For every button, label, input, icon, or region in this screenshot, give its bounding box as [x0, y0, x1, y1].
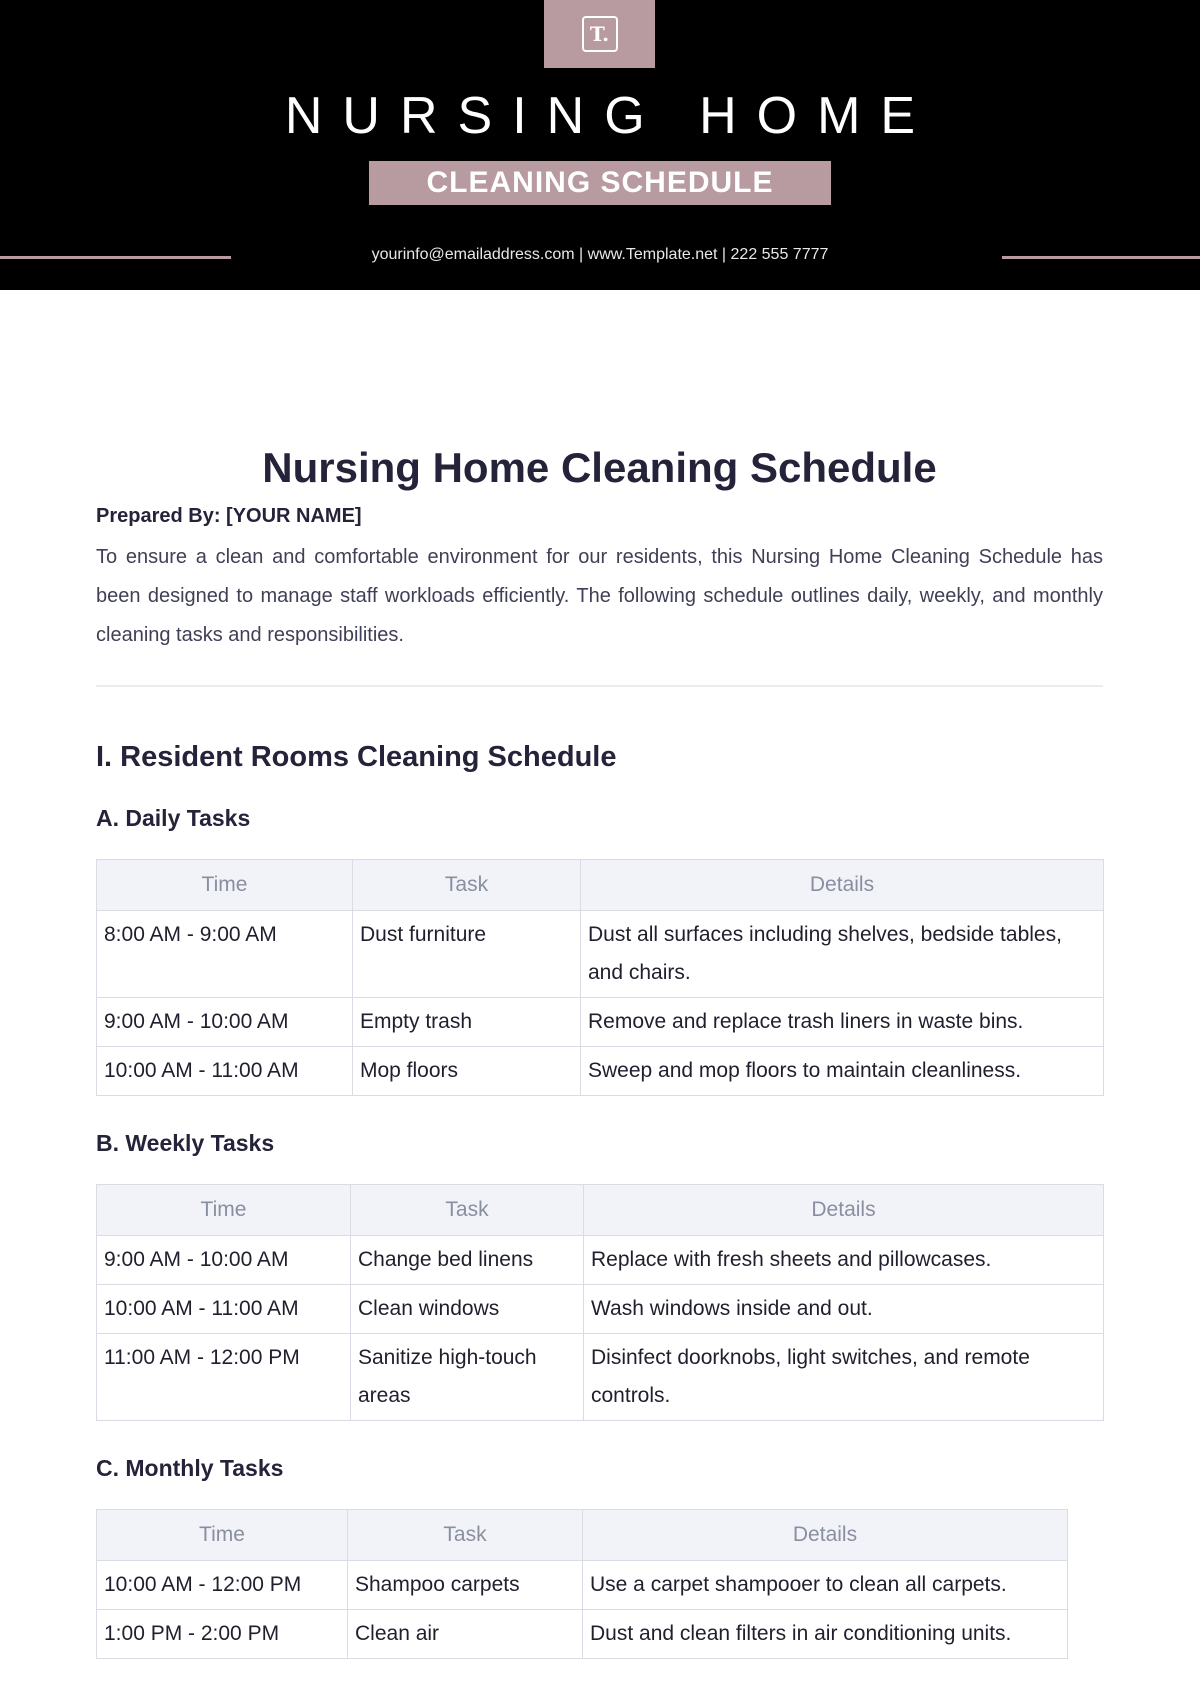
column-header: Details	[581, 860, 1104, 911]
details-cell: Sweep and mop floors to maintain cleanliness.	[581, 1047, 1104, 1096]
brand-name: NURSING HOME	[284, 87, 936, 145]
intro-paragraph: To ensure a clean and comfortable environment for our residents, this Nursing Home Cleaning Schedule has been designed to manage staff workloads efficiently. The following schedule outlines daily, weekly, and monthly cleaning tasks and responsibilities.	[96, 546, 1103, 646]
monthly-tasks-table	[96, 1509, 1068, 1659]
brand-subtitle: CLEANING SCHEDULE	[369, 161, 831, 205]
logo-mark: T.	[582, 16, 618, 52]
contact-info: yourinfo@emailaddress.com | www.Template.net | 222 555 7777	[371, 246, 829, 263]
time-cell: 11:00 AM - 12:00 PM	[97, 1334, 351, 1421]
table-row	[97, 1047, 1104, 1096]
table-row	[97, 1610, 1068, 1659]
table-row	[97, 1561, 1068, 1610]
time-cell: 8:00 AM - 9:00 AM	[97, 911, 353, 998]
time-cell: 10:00 AM - 12:00 PM	[97, 1561, 348, 1610]
section-heading: I. Resident Rooms Cleaning Schedule	[96, 741, 617, 773]
task-cell: Dust furniture	[353, 911, 581, 998]
column-header: Time	[97, 860, 353, 911]
section-divider	[96, 685, 1103, 687]
prepared-by: Prepared By: [YOUR NAME]	[96, 505, 362, 527]
details-cell: Dust and clean filters in air conditioning units.	[583, 1610, 1068, 1659]
daily-tasks-table	[96, 859, 1104, 1096]
time-cell: 10:00 AM - 11:00 AM	[97, 1047, 353, 1096]
document-title: Nursing Home Cleaning Schedule	[262, 444, 937, 491]
weekly-tasks-table	[96, 1184, 1104, 1421]
table-row	[97, 1236, 1104, 1285]
header-banner	[0, 0, 1200, 290]
table-header-row	[97, 860, 1104, 911]
task-cell: Shampoo carpets	[348, 1561, 583, 1610]
details-cell: Disinfect doorknobs, light switches, and remote controls.	[584, 1334, 1104, 1421]
table-header-row	[97, 1510, 1068, 1561]
document-body	[96, 440, 1103, 1659]
details-cell: Dust all surfaces including shelves, bedside tables, and chairs.	[581, 911, 1104, 998]
monthly-tasks-heading: C. Monthly Tasks	[96, 1455, 284, 1481]
table-row	[97, 1285, 1104, 1334]
task-cell: Clean windows	[351, 1285, 584, 1334]
logo	[544, 0, 655, 68]
column-header: Task	[353, 860, 581, 911]
details-cell: Use a carpet shampooer to clean all carpets.	[583, 1561, 1068, 1610]
details-cell: Remove and replace trash liners in waste bins.	[581, 998, 1104, 1047]
column-header: Time	[97, 1510, 348, 1561]
details-cell: Replace with fresh sheets and pillowcases.	[584, 1236, 1104, 1285]
decorative-rule-right	[1002, 256, 1200, 259]
column-header: Task	[348, 1510, 583, 1561]
daily-tasks-heading: A. Daily Tasks	[96, 805, 251, 831]
task-cell: Change bed linens	[351, 1236, 584, 1285]
time-cell: 10:00 AM - 11:00 AM	[97, 1285, 351, 1334]
task-cell: Mop floors	[353, 1047, 581, 1096]
table-row	[97, 1334, 1104, 1421]
table-row	[97, 911, 1104, 998]
details-cell: Wash windows inside and out.	[584, 1285, 1104, 1334]
contact-row	[0, 244, 1200, 272]
time-cell: 9:00 AM - 10:00 AM	[97, 998, 353, 1047]
column-header: Details	[584, 1185, 1104, 1236]
time-cell: 1:00 PM - 2:00 PM	[97, 1610, 348, 1659]
column-header: Details	[583, 1510, 1068, 1561]
task-cell: Clean air	[348, 1610, 583, 1659]
table-row	[97, 998, 1104, 1047]
table-header-row	[97, 1185, 1104, 1236]
column-header: Task	[351, 1185, 584, 1236]
time-cell: 9:00 AM - 10:00 AM	[97, 1236, 351, 1285]
weekly-tasks-heading: B. Weekly Tasks	[96, 1130, 275, 1156]
task-cell: Empty trash	[353, 998, 581, 1047]
column-header: Time	[97, 1185, 351, 1236]
task-cell: Sanitize high-touch areas	[351, 1334, 584, 1421]
